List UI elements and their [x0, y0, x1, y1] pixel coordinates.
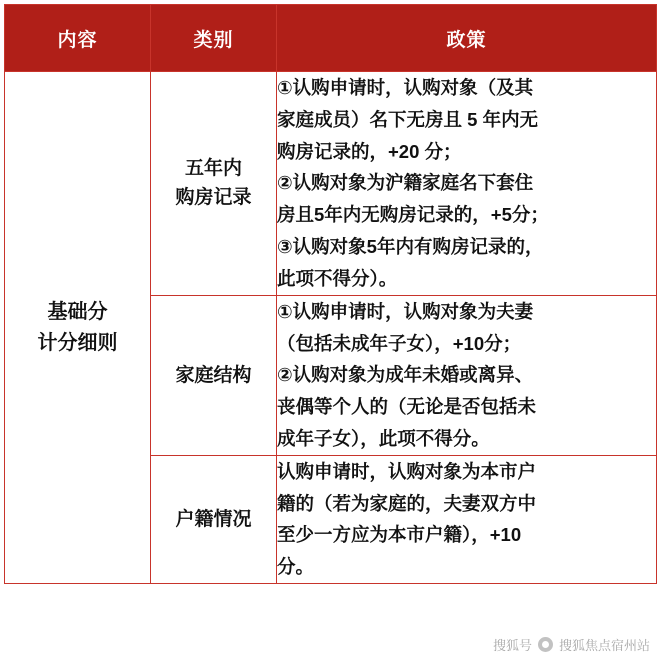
- category-cell-purchase-record: [151, 72, 277, 296]
- policy-table: [4, 4, 657, 584]
- column-header-category: 类别: [151, 5, 277, 72]
- policy-text-line: 家庭成员）名下无房且 5 年内无: [277, 108, 539, 130]
- policy-text-line: 成年子女），此项不得分。: [277, 427, 490, 449]
- group-cell-basic-score: [5, 72, 151, 584]
- table-header: [5, 5, 657, 72]
- policy-text-line: 此项不得分）。: [277, 267, 398, 289]
- policy-text-line: ②认购对象为沪籍家庭名下套住: [277, 172, 534, 194]
- policy-text-line: ①认购申请时，认购对象（及其: [277, 77, 534, 98]
- category-label-line-1: 户籍情况: [175, 508, 252, 530]
- category-cell-household-registration: [151, 455, 277, 583]
- policy-text-line: 认购申请时，认购对象为本市户: [277, 460, 537, 482]
- policy-text-line: 至少一方应为本市户籍），+10: [277, 524, 522, 546]
- category-label-line-1: 家庭结构: [175, 364, 252, 386]
- policy-text-line: 房且5年内无购房记录的，+5分；: [277, 204, 549, 226]
- policy-text-line: （包括未成年子女），+10分；: [277, 332, 522, 354]
- policy-cell-household-registration: [277, 455, 657, 583]
- category-cell-family-structure: [151, 295, 277, 455]
- watermark-prefix: 搜狐号: [492, 638, 532, 653]
- policy-text-line: 分。: [277, 556, 315, 578]
- category-label-line-2: 购房记录: [175, 187, 252, 209]
- category-label-line-1: 五年内: [184, 157, 242, 179]
- sohu-logo-icon: [538, 637, 553, 652]
- table-body: [5, 72, 657, 584]
- header-row: [5, 5, 657, 72]
- policy-cell-purchase-record: [277, 72, 657, 296]
- group-label-line-2: 计分细则: [37, 331, 118, 354]
- watermark: [493, 635, 650, 654]
- policy-text-line: ②认购对象为成年未婚或离异、: [277, 364, 534, 386]
- watermark-text: 搜狐焦点宿州站: [558, 638, 650, 653]
- table-row: [5, 72, 657, 296]
- policy-text-line: 籍的（若为家庭的，夫妻双方中: [277, 492, 537, 514]
- group-label-line-1: 基础分: [47, 300, 108, 323]
- policy-cell-family-structure: [277, 295, 657, 455]
- policy-text-line: 购房记录的，+20 分；: [277, 140, 462, 162]
- column-header-policy: 政策: [277, 5, 657, 72]
- policy-text-line: 丧偶等个人的（无论是否包括未: [277, 396, 537, 418]
- column-header-content: 内容: [5, 5, 151, 72]
- policy-text-line: ①认购申请时，认购对象为夫妻: [277, 300, 534, 322]
- policy-text-line: ③认购对象5年内有购房记录的，: [277, 236, 544, 258]
